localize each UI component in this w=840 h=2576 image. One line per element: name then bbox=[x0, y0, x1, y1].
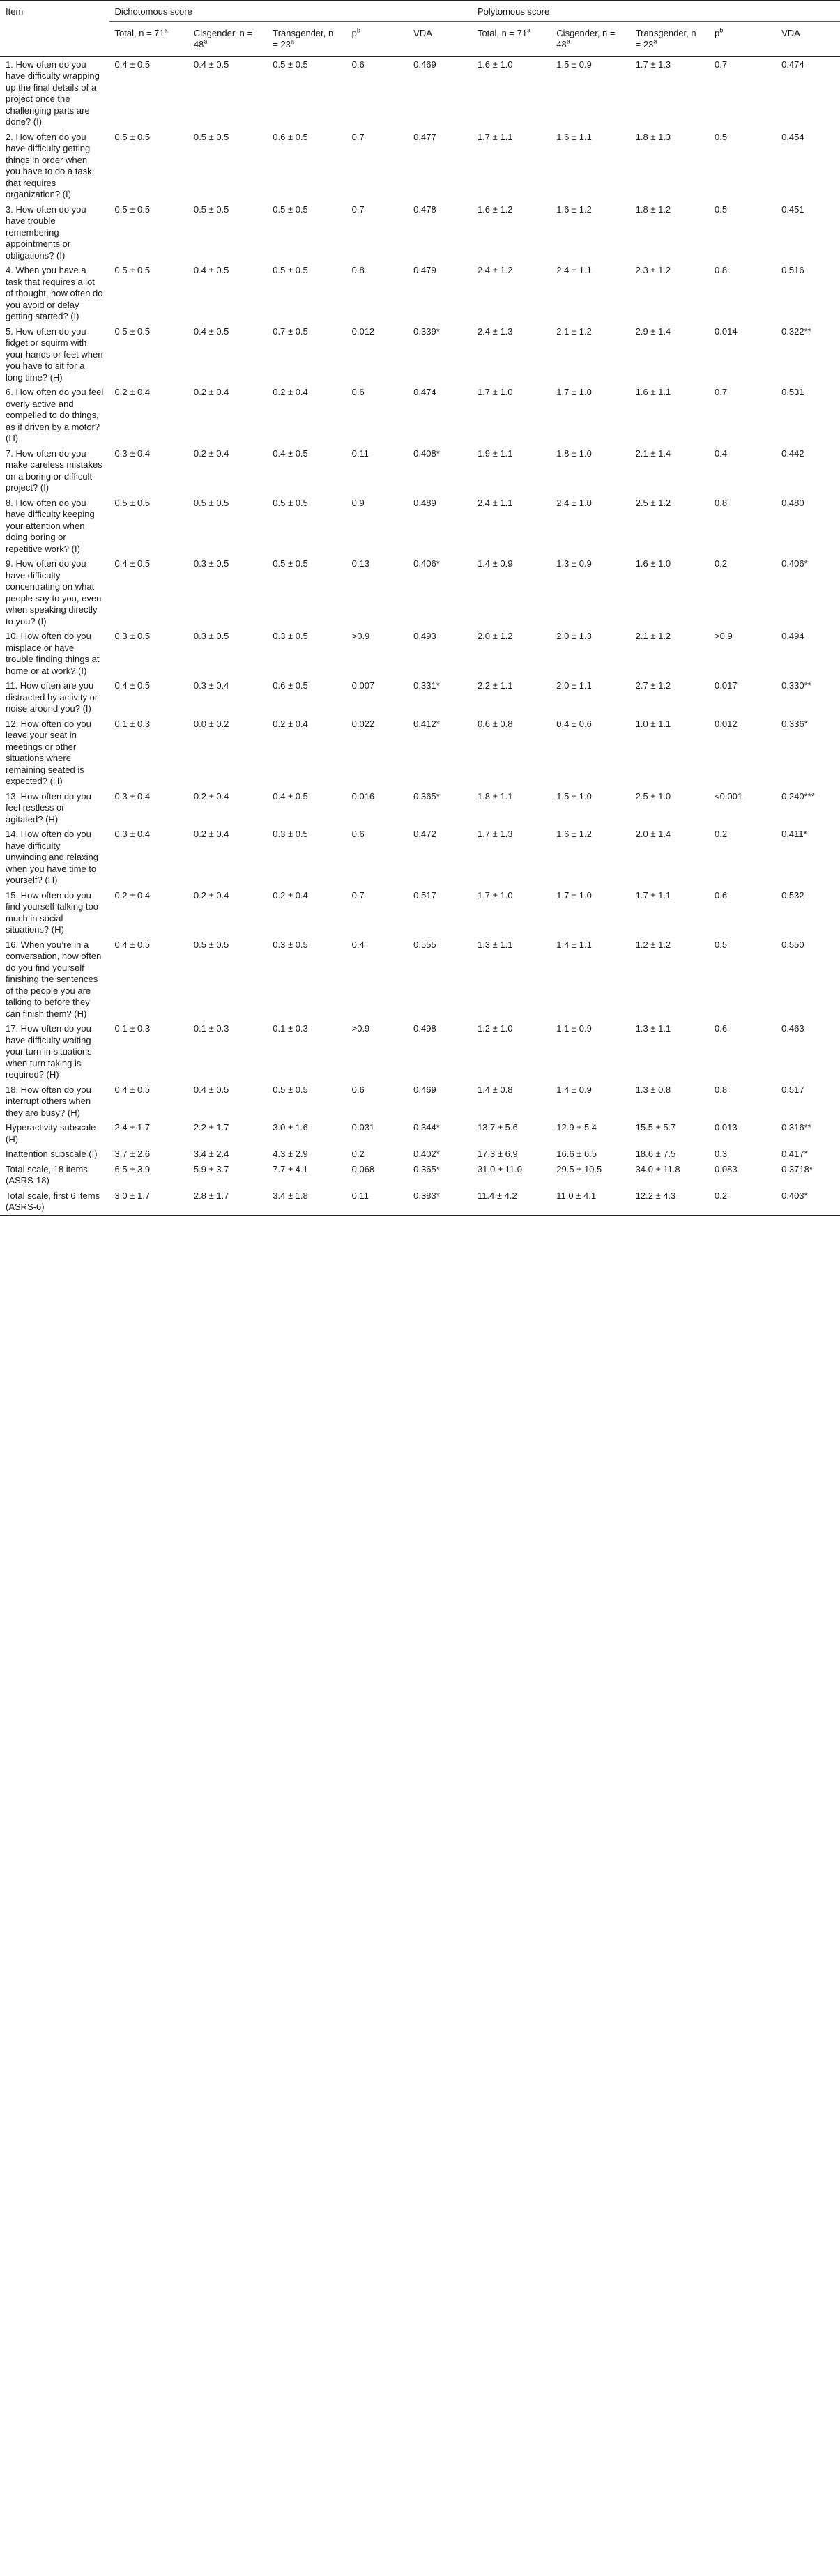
dichotomous-transgender-cell: 0.2 ± 0.4 bbox=[273, 718, 308, 729]
item-cell: Total scale, 18 items (ASRS-18) bbox=[6, 1163, 88, 1186]
dichotomous-vda-cell: 0.493 bbox=[413, 631, 436, 641]
item-cell: 5. How often do you fidget or squirm with your hands or feet when you have to sit for a long time? (H) bbox=[6, 325, 103, 383]
polytomous-cisgender-cell: 11.0 ± 4.1 bbox=[551, 1188, 629, 1216]
polytomous-vda-cell: 0.550 bbox=[781, 939, 804, 950]
dichotomous-transgender-cell: 0.5 ± 0.5 bbox=[273, 265, 308, 275]
results-table bbox=[0, 0, 840, 1216]
table-row bbox=[0, 888, 840, 937]
polytomous-vda-cell: 0.463 bbox=[781, 1023, 804, 1034]
polytomous-total-cell: 1.3 ± 1.1 bbox=[477, 939, 513, 950]
table-row bbox=[0, 385, 840, 446]
dichotomous-vda-cell: 0.474 bbox=[413, 387, 436, 397]
polytomous-vda-cell: 0.322** bbox=[781, 325, 811, 337]
table-row bbox=[0, 716, 840, 789]
dichotomous-transgender-cell: 0.4 ± 0.5 bbox=[273, 447, 308, 459]
dichotomous-cisgender-cell: 0.3 ± 0.4 bbox=[193, 680, 229, 691]
dichotomous-total-cell: 0.2 ± 0.4 bbox=[114, 889, 151, 900]
dichotomous-cisgender-cell: 0.0 ± 0.2 bbox=[193, 718, 229, 729]
dichotomous-vda-cell: 0.477 bbox=[413, 131, 436, 142]
item-cell: Hyperactivity subscale (H) bbox=[6, 1122, 96, 1144]
dichotomous-transgender-cell: 0.4 ± 0.5 bbox=[273, 790, 308, 802]
polytomous-p-cell: 0.6 bbox=[715, 889, 728, 900]
polytomous-cisgender-cell: 1.7 ± 1.0 bbox=[556, 387, 592, 397]
table-row bbox=[0, 263, 840, 324]
dichotomous-total-cell: 0.3 ± 0.5 bbox=[114, 631, 151, 641]
column-header-row bbox=[0, 21, 840, 56]
polytomous-total-cell: 1.8 ± 1.1 bbox=[477, 790, 513, 802]
dichotomous-vda-cell: 0.489 bbox=[413, 497, 436, 508]
dichotomous-p-header: $p^b$ bbox=[346, 21, 408, 56]
polytomous-p-cell: 0.5 bbox=[715, 131, 728, 142]
dichotomous-vda-cell: 0.383* bbox=[408, 1188, 472, 1216]
polytomous-total-cell: 1.6 ± 1.2 bbox=[477, 204, 513, 215]
polytomous-vda-cell: 0.454 bbox=[781, 131, 804, 142]
item-cell: 1. How often do you have difficulty wrapping up the final details of a project once the challenging parts are done? (I) bbox=[6, 59, 100, 127]
dichotomous-cisgender-cell: 0.5 ± 0.5 bbox=[193, 131, 229, 142]
polytomous-total-cell: 1.7 ± 1.0 bbox=[477, 889, 513, 900]
dichotomous-total-cell: 3.7 ± 2.6 bbox=[114, 1149, 151, 1159]
polytomous-vda-cell: 0.240*** bbox=[781, 790, 815, 802]
polytomous-transgender-cell: 2.1 ± 1.4 bbox=[635, 447, 671, 459]
item-cell: 17. How often do you have difficulty waiting your turn in situations when turn taking is required? (H) bbox=[6, 1023, 92, 1080]
dichotomous-vda-cell: 0.331* bbox=[413, 680, 440, 691]
dichotomous-vda-cell: 0.365* bbox=[413, 1163, 440, 1174]
polytomous-transgender-cell: 2.7 ± 1.2 bbox=[635, 680, 671, 691]
dichotomous-total-cell: 0.5 ± 0.5 bbox=[114, 497, 151, 508]
dichotomous-p-cell: >0.9 bbox=[351, 631, 370, 641]
dichotomous-vda-cell: 0.344* bbox=[413, 1122, 440, 1133]
polytomous-cisgender-cell: 16.6 ± 6.5 bbox=[556, 1149, 597, 1159]
polytomous-transgender-cell: 18.6 ± 7.5 bbox=[635, 1149, 676, 1159]
item-cell: 2. How often do you have difficulty getting things in order when you have to do a task that requires organization? (I) bbox=[6, 131, 92, 199]
polytomous-p-cell: 0.8 bbox=[715, 265, 728, 275]
table-row bbox=[0, 556, 840, 629]
dichotomous-total-cell: 0.1 ± 0.3 bbox=[114, 718, 151, 729]
polytomous-p-cell: 0.017 bbox=[715, 680, 738, 691]
item-cell: 4. When you have a task that requires a lot of thought, how often do you avoid or delay getting started? (I) bbox=[6, 265, 103, 321]
dichotomous-cisgender-cell: 0.5 ± 0.5 bbox=[193, 939, 229, 950]
dichotomous-cisgender-cell: 2.2 ± 1.7 bbox=[193, 1122, 229, 1133]
dichotomous-vda-cell: 0.408* bbox=[413, 447, 440, 459]
polytomous-vda-cell: 0.480 bbox=[781, 497, 804, 508]
polytomous-vda-cell: 0.517 bbox=[781, 1084, 804, 1095]
table-row bbox=[0, 1162, 840, 1188]
dichotomous-transgender-cell: 4.3 ± 2.9 bbox=[273, 1149, 308, 1159]
polytomous-total-cell: 1.6 ± 1.0 bbox=[477, 59, 513, 70]
dichotomous-vda-cell: 0.402* bbox=[413, 1149, 440, 1159]
table-header bbox=[0, 1, 840, 57]
polytomous-transgender-cell: 2.9 ± 1.4 bbox=[635, 325, 671, 337]
polytomous-total-cell: 1.7 ± 1.1 bbox=[477, 131, 513, 142]
dichotomous-p-cell: 0.13 bbox=[351, 558, 369, 569]
dichotomous-total-cell: 6.5 ± 3.9 bbox=[114, 1163, 151, 1174]
dichotomous-p-cell: 0.031 bbox=[351, 1122, 375, 1133]
table-row bbox=[0, 56, 840, 130]
polytomous-vda-cell: 0.330** bbox=[781, 680, 811, 691]
table-row bbox=[0, 678, 840, 716]
polytomous-total-cell: 1.2 ± 1.0 bbox=[477, 1023, 513, 1034]
dichotomous-p-cell: 0.4 bbox=[351, 939, 365, 950]
dichotomous-transgender-cell: 0.2 ± 0.4 bbox=[273, 387, 308, 397]
dichotomous-vda-cell: 0.406* bbox=[413, 558, 440, 569]
polytomous-cisgender-cell: 1.7 ± 1.0 bbox=[556, 889, 592, 900]
polytomous-p-cell: 0.5 bbox=[715, 939, 728, 950]
dichotomous-p-cell: 0.012 bbox=[351, 325, 375, 337]
dichotomous-p-cell: 0.6 bbox=[351, 1084, 365, 1095]
dichotomous-cisgender-cell: 0.2 ± 0.4 bbox=[193, 387, 229, 397]
item-cell: Total scale, first 6 items (ASRS-6) bbox=[0, 1188, 109, 1216]
dichotomous-cisgender-cell: 0.2 ± 0.4 bbox=[193, 790, 229, 802]
dichotomous-p-cell: 0.7 bbox=[351, 131, 365, 142]
polytomous-transgender-cell: 15.5 ± 5.7 bbox=[635, 1122, 676, 1133]
polytomous-cisgender-cell: 12.9 ± 5.4 bbox=[556, 1122, 597, 1133]
polytomous-p-cell: 0.5 bbox=[715, 204, 728, 215]
polytomous-total-cell: 11.4 ± 4.2 bbox=[472, 1188, 551, 1216]
polytomous-vda-cell: 0.516 bbox=[781, 265, 804, 275]
dichotomous-p-cell: 0.6 bbox=[351, 829, 365, 839]
dichotomous-p-cell: 0.068 bbox=[351, 1163, 375, 1174]
dichotomous-transgender-cell: 0.5 ± 0.5 bbox=[273, 204, 308, 215]
dichotomous-vda-cell: 0.365* bbox=[413, 790, 440, 802]
dichotomous-total-cell: 0.2 ± 0.4 bbox=[114, 387, 151, 397]
polytomous-total-cell: 17.3 ± 6.9 bbox=[477, 1149, 518, 1159]
table-row bbox=[0, 937, 840, 1022]
dichotomous-cisgender-cell: 0.3 ± 0.5 bbox=[193, 558, 229, 569]
polytomous-p-cell: 0.083 bbox=[715, 1163, 738, 1174]
dichotomous-cisgender-cell: 0.4 ± 0.5 bbox=[193, 265, 229, 275]
polytomous-cisgender-cell: 2.4 ± 1.0 bbox=[556, 497, 592, 508]
dichotomous-total-cell: 0.4 ± 0.5 bbox=[114, 680, 151, 691]
table-row bbox=[0, 1188, 840, 1216]
table-body bbox=[0, 56, 840, 1215]
polytomous-cisgender-cell: 1.1 ± 0.9 bbox=[556, 1023, 592, 1034]
polytomous-p-cell: 0.8 bbox=[715, 497, 728, 508]
polytomous-total-cell: 13.7 ± 5.6 bbox=[477, 1122, 518, 1133]
polytomous-total-cell: 1.9 ± 1.1 bbox=[477, 447, 513, 459]
dichotomous-p-cell: 0.007 bbox=[351, 680, 375, 691]
dichotomous-vda-cell: 0.555 bbox=[413, 939, 436, 950]
dichotomous-cisgender-cell: 0.4 ± 0.5 bbox=[193, 325, 229, 337]
item-cell: 10. How often do you misplace or have trouble finding things at home or at work? (I) bbox=[6, 631, 100, 676]
polytomous-transgender-cell: 2.5 ± 1.2 bbox=[635, 497, 671, 508]
table-row bbox=[0, 629, 840, 678]
table-row bbox=[0, 130, 840, 202]
polytomous-cisgender-cell: 1.5 ± 1.0 bbox=[556, 790, 592, 802]
polytomous-cisgender-header: Cisgender, $n = 48^a$ bbox=[551, 21, 629, 56]
item-cell: 6. How often do you feel overly active and compelled to do things, as if driven by a motor? (H) bbox=[6, 387, 104, 443]
polytomous-total-cell: 31.0 ± 11.0 bbox=[477, 1163, 522, 1174]
polytomous-vda-cell: 0.417* bbox=[781, 1149, 808, 1159]
polytomous-cisgender-cell: 1.6 ± 1.2 bbox=[556, 204, 592, 215]
dichotomous-transgender-cell: 0.3 ± 0.5 bbox=[273, 829, 308, 839]
dichotomous-p-cell: 0.6 bbox=[351, 387, 365, 397]
dichotomous-p-cell: 0.11 bbox=[346, 1188, 408, 1216]
dichotomous-p-cell: 0.11 bbox=[351, 447, 369, 459]
item-cell: 16. When you’re in a conversation, how often do you find yourself finishing the sentences of the people you are talking to before they can finish them? (H) bbox=[6, 939, 102, 1019]
polytomous-p-cell: 0.8 bbox=[715, 1084, 728, 1095]
polytomous-cisgender-cell: 1.4 ± 0.9 bbox=[556, 1084, 592, 1095]
item-cell: 14. How often do you have difficulty unwinding and relaxing when you have time to yourself? (H) bbox=[6, 829, 98, 885]
polytomous-p-cell: 0.6 bbox=[715, 1023, 728, 1034]
dichotomous-total-header: Total, $n = 71^a$ bbox=[109, 21, 188, 56]
dichotomous-cisgender-cell: 0.3 ± 0.5 bbox=[193, 631, 229, 641]
table-row bbox=[0, 202, 840, 263]
polytomous-transgender-header: Transgender, $n = 23^a$ bbox=[630, 21, 709, 56]
polytomous-transgender-cell: 2.3 ± 1.2 bbox=[635, 265, 671, 275]
polytomous-transgender-cell: 1.7 ± 1.1 bbox=[635, 889, 671, 900]
polytomous-transgender-cell: 1.6 ± 1.1 bbox=[635, 387, 671, 397]
dichotomous-total-cell: 0.4 ± 0.5 bbox=[114, 558, 151, 569]
dichotomous-cisgender-cell: 2.8 ± 1.7 bbox=[188, 1188, 267, 1216]
dichotomous-total-cell: 0.5 ± 0.5 bbox=[114, 265, 151, 275]
dichotomous-transgender-cell: 7.7 ± 4.1 bbox=[273, 1163, 308, 1174]
polytomous-group-header: Polytomous score bbox=[472, 1, 840, 22]
dichotomous-vda-cell: 0.517 bbox=[413, 889, 436, 900]
polytomous-transgender-cell: 1.6 ± 1.0 bbox=[635, 558, 671, 569]
dichotomous-cisgender-cell: 0.2 ± 0.4 bbox=[193, 829, 229, 839]
dichotomous-total-cell: 0.5 ± 0.5 bbox=[114, 131, 151, 142]
polytomous-p-cell: 0.2 bbox=[709, 1188, 776, 1216]
polytomous-vda-cell: 0.406* bbox=[781, 558, 808, 569]
polytomous-total-cell: 1.7 ± 1.3 bbox=[477, 829, 513, 839]
dichotomous-total-cell: 3.0 ± 1.7 bbox=[109, 1188, 188, 1216]
dichotomous-transgender-header: Transgender, $n = 23^a$ bbox=[267, 21, 346, 56]
polytomous-transgender-cell: 1.0 ± 1.1 bbox=[635, 718, 671, 729]
dichotomous-cisgender-cell: 0.2 ± 0.4 bbox=[193, 889, 229, 900]
dichotomous-transgender-cell: 0.3 ± 0.5 bbox=[273, 939, 308, 950]
item-cell: 9. How often do you have difficulty concentrating on what people say to you, even when speaking directly to you? (I) bbox=[6, 558, 102, 627]
dichotomous-vda-cell: 0.472 bbox=[413, 829, 436, 839]
dichotomous-cisgender-cell: 5.9 ± 3.7 bbox=[193, 1163, 229, 1174]
polytomous-cisgender-cell: 29.5 ± 10.5 bbox=[556, 1163, 602, 1174]
item-cell: 8. How often do you have difficulty keeping your attention when doing boring or repetitive work? (I) bbox=[6, 497, 95, 554]
polytomous-vda-cell: 0.494 bbox=[781, 631, 804, 641]
dichotomous-cisgender-header: Cisgender, $n = 48^a$ bbox=[188, 21, 267, 56]
polytomous-p-cell: >0.9 bbox=[715, 631, 733, 641]
polytomous-p-cell: 0.3 bbox=[715, 1149, 728, 1159]
dichotomous-total-cell: 0.3 ± 0.4 bbox=[114, 790, 151, 802]
polytomous-cisgender-cell: 1.5 ± 0.9 bbox=[556, 59, 592, 70]
polytomous-vda-cell: 0.531 bbox=[781, 387, 804, 397]
polytomous-p-cell: 0.7 bbox=[715, 387, 728, 397]
polytomous-total-cell: 2.0 ± 1.2 bbox=[477, 631, 513, 641]
dichotomous-vda-cell: 0.498 bbox=[413, 1023, 436, 1034]
dichotomous-vda-header: VDA bbox=[408, 21, 472, 56]
polytomous-vda-cell: 0.451 bbox=[781, 204, 804, 215]
dichotomous-p-cell: 0.6 bbox=[351, 59, 365, 70]
table-row bbox=[0, 496, 840, 557]
dichotomous-p-cell: 0.9 bbox=[351, 497, 365, 508]
dichotomous-vda-cell: 0.339* bbox=[413, 325, 440, 337]
polytomous-cisgender-cell: 1.3 ± 0.9 bbox=[556, 558, 592, 569]
polytomous-vda-header: VDA bbox=[776, 21, 840, 56]
polytomous-total-cell: 1.4 ± 0.8 bbox=[477, 1084, 513, 1095]
dichotomous-cisgender-cell: 0.4 ± 0.5 bbox=[193, 59, 229, 70]
polytomous-p-cell: 0.014 bbox=[715, 325, 738, 337]
group-header-row bbox=[0, 1, 840, 22]
dichotomous-transgender-cell: 0.3 ± 0.5 bbox=[273, 631, 308, 641]
dichotomous-transgender-cell: 0.7 ± 0.5 bbox=[273, 325, 308, 337]
polytomous-transgender-cell: 1.2 ± 1.2 bbox=[635, 939, 671, 950]
dichotomous-transgender-cell: 0.6 ± 0.5 bbox=[273, 131, 308, 142]
dichotomous-p-cell: 0.7 bbox=[351, 204, 365, 215]
item-column-header: Item bbox=[0, 1, 109, 57]
dichotomous-cisgender-cell: 3.4 ± 2.4 bbox=[193, 1149, 229, 1159]
dichotomous-vda-cell: 0.412* bbox=[413, 718, 440, 729]
dichotomous-vda-cell: 0.478 bbox=[413, 204, 436, 215]
dichotomous-vda-cell: 0.469 bbox=[413, 1084, 436, 1095]
dichotomous-total-cell: 0.5 ± 0.5 bbox=[114, 325, 151, 337]
polytomous-total-cell: 0.6 ± 0.8 bbox=[477, 718, 513, 729]
polytomous-p-cell: <0.001 bbox=[715, 790, 743, 802]
polytomous-p-cell: 0.013 bbox=[715, 1122, 738, 1133]
polytomous-cisgender-cell: 2.0 ± 1.3 bbox=[556, 631, 592, 641]
dichotomous-total-cell: 0.4 ± 0.5 bbox=[114, 1084, 151, 1095]
table-row bbox=[0, 789, 840, 827]
polytomous-transgender-cell: 2.5 ± 1.0 bbox=[635, 790, 671, 802]
dichotomous-p-cell: 0.2 bbox=[351, 1149, 365, 1159]
polytomous-cisgender-cell: 0.4 ± 0.6 bbox=[556, 718, 592, 729]
dichotomous-p-cell: 0.7 bbox=[351, 889, 365, 900]
dichotomous-transgender-cell: 0.2 ± 0.4 bbox=[273, 889, 308, 900]
polytomous-vda-cell: 0.532 bbox=[781, 889, 804, 900]
polytomous-cisgender-cell: 2.1 ± 1.2 bbox=[556, 325, 592, 337]
polytomous-total-cell: 1.4 ± 0.9 bbox=[477, 558, 513, 569]
polytomous-transgender-cell: 1.8 ± 1.3 bbox=[635, 131, 671, 142]
polytomous-vda-cell: 0.403* bbox=[776, 1188, 840, 1216]
dichotomous-total-cell: 0.4 ± 0.5 bbox=[114, 59, 151, 70]
table-row bbox=[0, 827, 840, 888]
polytomous-total-cell: 2.4 ± 1.2 bbox=[477, 265, 513, 275]
dichotomous-cisgender-cell: 0.4 ± 0.5 bbox=[193, 1084, 229, 1095]
dichotomous-cisgender-cell: 0.1 ± 0.3 bbox=[193, 1023, 229, 1034]
dichotomous-transgender-cell: 0.6 ± 0.5 bbox=[273, 680, 308, 691]
dichotomous-total-cell: 0.3 ± 0.4 bbox=[114, 829, 151, 839]
item-cell: 18. How often do you interrupt others when they are busy? (H) bbox=[6, 1084, 91, 1118]
polytomous-transgender-cell: 2.1 ± 1.2 bbox=[635, 631, 671, 641]
polytomous-vda-cell: 0.474 bbox=[781, 59, 804, 70]
dichotomous-cisgender-cell: 0.5 ± 0.5 bbox=[193, 497, 229, 508]
polytomous-p-cell: 0.012 bbox=[715, 718, 738, 729]
polytomous-vda-cell: 0.442 bbox=[781, 447, 804, 459]
dichotomous-group-header: Dichotomous score bbox=[109, 1, 472, 22]
polytomous-cisgender-cell: 1.6 ± 1.1 bbox=[556, 131, 592, 142]
polytomous-p-cell: 0.2 bbox=[715, 558, 728, 569]
polytomous-cisgender-cell: 1.6 ± 1.2 bbox=[556, 829, 592, 839]
dichotomous-vda-cell: 0.469 bbox=[413, 59, 436, 70]
item-cell: 3. How often do you have trouble remembering appointments or obligations? (I) bbox=[6, 204, 86, 261]
polytomous-total-cell: 2.2 ± 1.1 bbox=[477, 680, 513, 691]
polytomous-p-cell: 0.7 bbox=[715, 59, 728, 70]
dichotomous-p-cell: >0.9 bbox=[351, 1023, 370, 1034]
polytomous-transgender-cell: 1.3 ± 1.1 bbox=[635, 1023, 671, 1034]
dichotomous-transgender-cell: 0.5 ± 0.5 bbox=[273, 558, 308, 569]
dichotomous-transgender-cell: 0.5 ± 0.5 bbox=[273, 59, 308, 70]
item-cell: 12. How often do you leave your seat in meetings or other situations where remaining seated is expected? (H) bbox=[6, 718, 91, 786]
polytomous-p-cell: 0.2 bbox=[715, 829, 728, 839]
dichotomous-total-cell: 0.5 ± 0.5 bbox=[114, 204, 151, 215]
polytomous-vda-cell: 0.316** bbox=[781, 1122, 811, 1133]
polytomous-transgender-cell: 12.2 ± 4.3 bbox=[630, 1188, 709, 1216]
polytomous-transgender-cell: 1.3 ± 0.8 bbox=[635, 1084, 671, 1095]
polytomous-total-header: Total, $n = 71^a$ bbox=[472, 21, 551, 56]
polytomous-vda-cell: 0.336* bbox=[781, 718, 808, 729]
dichotomous-total-cell: 0.1 ± 0.3 bbox=[114, 1023, 151, 1034]
polytomous-transgender-cell: 1.7 ± 1.3 bbox=[635, 59, 671, 70]
polytomous-total-cell: 2.4 ± 1.3 bbox=[477, 325, 513, 337]
item-cell: 13. How often do you feel restless or agitated? (H) bbox=[6, 790, 91, 825]
dichotomous-p-cell: 0.8 bbox=[351, 265, 365, 275]
dichotomous-vda-cell: 0.479 bbox=[413, 265, 436, 275]
table-row bbox=[0, 1021, 840, 1082]
dichotomous-total-cell: 0.3 ± 0.4 bbox=[114, 447, 151, 459]
item-cell: 7. How often do you make careless mistakes on a boring or difficult project? (I) bbox=[6, 447, 102, 493]
item-cell: 11. How often are you distracted by activity or noise around you? (I) bbox=[6, 680, 98, 714]
polytomous-vda-cell: 0.3718* bbox=[781, 1163, 813, 1174]
dichotomous-transgender-cell: 0.5 ± 0.5 bbox=[273, 1084, 308, 1095]
dichotomous-total-cell: 2.4 ± 1.7 bbox=[114, 1122, 151, 1133]
polytomous-cisgender-cell: 2.0 ± 1.1 bbox=[556, 680, 592, 691]
dichotomous-transgender-cell: 3.4 ± 1.8 bbox=[267, 1188, 346, 1216]
dichotomous-cisgender-cell: 0.2 ± 0.4 bbox=[193, 447, 229, 459]
polytomous-cisgender-cell: 2.4 ± 1.1 bbox=[556, 265, 592, 275]
table-row bbox=[0, 1120, 840, 1147]
dichotomous-cisgender-cell: 0.5 ± 0.5 bbox=[193, 204, 229, 215]
item-cell: 15. How often do you find yourself talking too much in social situations? (H) bbox=[6, 889, 98, 935]
table-row bbox=[0, 446, 840, 496]
polytomous-vda-cell: 0.411* bbox=[781, 829, 807, 839]
dichotomous-p-cell: 0.022 bbox=[351, 718, 375, 729]
polytomous-p-header: $p^b$ bbox=[709, 21, 776, 56]
polytomous-transgender-cell: 1.8 ± 1.2 bbox=[635, 204, 671, 215]
dichotomous-total-cell: 0.4 ± 0.5 bbox=[114, 939, 151, 950]
polytomous-cisgender-cell: 1.8 ± 1.0 bbox=[556, 447, 592, 459]
table-row bbox=[0, 324, 840, 385]
dichotomous-transgender-cell: 0.5 ± 0.5 bbox=[273, 497, 308, 508]
dichotomous-transgender-cell: 0.1 ± 0.3 bbox=[273, 1023, 308, 1034]
polytomous-cisgender-cell: 1.4 ± 1.1 bbox=[556, 939, 592, 950]
item-cell: Inattention subscale (I) bbox=[6, 1149, 98, 1159]
table-row bbox=[0, 1147, 840, 1162]
polytomous-transgender-cell: 2.0 ± 1.4 bbox=[635, 829, 671, 839]
dichotomous-transgender-cell: 3.0 ± 1.6 bbox=[273, 1122, 308, 1133]
polytomous-transgender-cell: 34.0 ± 11.8 bbox=[635, 1163, 680, 1174]
polytomous-total-cell: 2.4 ± 1.1 bbox=[477, 497, 513, 508]
dichotomous-p-cell: 0.016 bbox=[351, 790, 375, 802]
table-row bbox=[0, 1082, 840, 1121]
polytomous-total-cell: 1.7 ± 1.0 bbox=[477, 387, 513, 397]
polytomous-p-cell: 0.4 bbox=[715, 447, 728, 459]
